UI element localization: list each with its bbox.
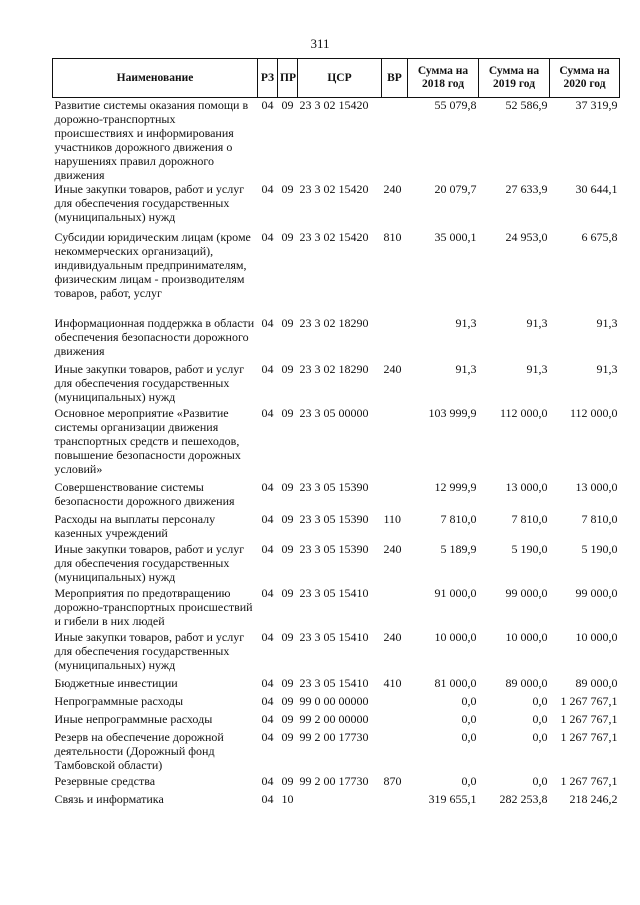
cell-pr: 09 xyxy=(281,230,294,244)
cell-pr: 09 xyxy=(281,406,294,420)
table-row xyxy=(53,98,620,183)
cell-vr: 870 xyxy=(383,774,402,788)
cell-name: Связь и информатика xyxy=(54,792,164,806)
cell-pr: 10 xyxy=(281,792,294,806)
cell-name: Мероприятия по предотвращению дорожно-транспортных происшествий и гибели в них людей xyxy=(54,586,253,628)
cell-vr xyxy=(382,792,408,810)
cell-sum-2020: 30 644,1 xyxy=(575,182,618,196)
cell-rz: 04 xyxy=(261,480,274,494)
cell-sum-2018: 91,3 xyxy=(455,316,477,330)
table-row xyxy=(53,406,620,480)
cell-csr: 23 3 05 15410 xyxy=(299,586,369,600)
cell-rz: 04 xyxy=(261,230,274,244)
cell-pr: 09 xyxy=(281,98,294,112)
cell-sum-2020: 7 810,0 xyxy=(581,512,618,526)
cell-sum-2018: 91 000,0 xyxy=(434,586,477,600)
cell-sum-2018: 0,0 xyxy=(461,774,477,788)
cell-name: Расходы на выплаты персоналу казенных учреждений xyxy=(54,512,216,540)
cell-name: Информационная поддержка в области обеспечения безопасности дорожного движения xyxy=(54,316,255,358)
table-row xyxy=(53,230,620,316)
cell-pr: 09 xyxy=(281,480,294,494)
cell-pr: 09 xyxy=(281,712,294,726)
cell-pr: 09 xyxy=(281,676,294,690)
cell-vr: 240 xyxy=(383,182,402,196)
cell-sum-2020: 6 675,8 xyxy=(581,230,618,244)
cell-csr: 99 0 00 00000 xyxy=(299,694,369,708)
cell-name: Иные непрограммные расходы xyxy=(54,712,213,726)
header-csr: ЦСР xyxy=(298,59,382,98)
cell-sum-2019: 0,0 xyxy=(532,712,548,726)
header-sum-2019: Сумма на 2019 год xyxy=(479,59,550,98)
table-row xyxy=(53,694,620,712)
cell-sum-2018: 20 079,7 xyxy=(434,182,477,196)
cell-vr xyxy=(382,406,408,480)
cell-sum-2019: 24 953,0 xyxy=(505,230,548,244)
cell-pr: 09 xyxy=(281,694,294,708)
cell-vr: 110 xyxy=(383,512,402,526)
cell-sum-2020: 112 000,0 xyxy=(569,406,618,420)
table-row xyxy=(53,182,620,230)
table-row xyxy=(53,774,620,792)
cell-rz: 04 xyxy=(261,712,274,726)
cell-name: Иные закупки товаров, работ и услуг для обеспечения государственных (муниципальных) нужд xyxy=(54,362,245,404)
cell-csr: 23 3 05 15390 xyxy=(299,512,369,526)
cell-name: Субсидии юридическим лицам (кроме некоммерческих организаций), индивидуальным предпринимателям, физическим лицам - производителям товаров, работ, услуг xyxy=(54,230,251,300)
header-pr: ПР xyxy=(278,59,298,98)
table-row xyxy=(53,586,620,630)
cell-pr: 09 xyxy=(281,362,294,376)
cell-rz: 04 xyxy=(261,98,274,112)
table-row xyxy=(53,676,620,694)
cell-sum-2018: 0,0 xyxy=(461,712,477,726)
cell-pr: 09 xyxy=(281,730,294,744)
cell-vr: 810 xyxy=(383,230,402,244)
cell-pr: 09 xyxy=(281,182,294,196)
header-sum-2018: Сумма на 2018 год xyxy=(408,59,479,98)
cell-rz: 04 xyxy=(261,630,274,644)
cell-sum-2018: 55 079,8 xyxy=(434,98,477,112)
cell-sum-2019: 52 586,9 xyxy=(505,98,548,112)
table-row xyxy=(53,512,620,542)
header-vr: ВР xyxy=(382,59,408,98)
table-row xyxy=(53,730,620,774)
cell-vr xyxy=(382,712,408,730)
cell-rz: 04 xyxy=(261,362,274,376)
cell-sum-2019: 27 633,9 xyxy=(505,182,548,196)
cell-csr: 23 3 05 15410 xyxy=(299,630,369,644)
cell-sum-2020: 91,3 xyxy=(596,316,618,330)
cell-sum-2020: 89 000,0 xyxy=(575,676,618,690)
cell-vr: 240 xyxy=(383,542,402,556)
budget-table xyxy=(52,58,620,810)
cell-rz: 04 xyxy=(261,542,274,556)
cell-pr: 09 xyxy=(281,630,294,644)
cell-sum-2019: 89 000,0 xyxy=(505,676,548,690)
cell-name: Иные закупки товаров, работ и услуг для обеспечения государственных (муниципальных) нужд xyxy=(54,630,245,672)
cell-sum-2019: 5 190,0 xyxy=(511,542,548,556)
table-row xyxy=(53,630,620,676)
cell-pr: 09 xyxy=(281,512,294,526)
cell-csr: 99 2 00 17730 xyxy=(299,774,369,788)
cell-rz: 04 xyxy=(261,676,274,690)
cell-sum-2020: 218 246,2 xyxy=(569,792,618,806)
cell-name: Иные закупки товаров, работ и услуг для обеспечения государственных (муниципальных) нужд xyxy=(54,542,245,584)
cell-sum-2018: 91,3 xyxy=(455,362,477,376)
cell-pr: 09 xyxy=(281,316,294,330)
cell-sum-2020: 37 319,9 xyxy=(575,98,618,112)
cell-name: Непрограммные расходы xyxy=(54,694,184,708)
cell-sum-2018: 12 999,9 xyxy=(434,480,477,494)
cell-rz: 04 xyxy=(261,694,274,708)
cell-sum-2018: 35 000,1 xyxy=(434,230,477,244)
header-row xyxy=(53,59,620,98)
header-sum-2020: Сумма на 2020 год xyxy=(550,59,620,98)
cell-sum-2020: 1 267 767,1 xyxy=(560,712,618,726)
cell-rz: 04 xyxy=(261,182,274,196)
cell-sum-2020: 99 000,0 xyxy=(575,586,618,600)
cell-vr xyxy=(382,694,408,712)
cell-vr: 240 xyxy=(383,362,402,376)
cell-sum-2018: 7 810,0 xyxy=(440,512,477,526)
cell-csr: 23 3 02 15420 xyxy=(299,182,369,196)
cell-rz: 04 xyxy=(261,586,274,600)
cell-rz: 04 xyxy=(261,792,274,806)
cell-sum-2020: 13 000,0 xyxy=(575,480,618,494)
cell-rz: 04 xyxy=(261,730,274,744)
cell-sum-2020: 10 000,0 xyxy=(575,630,618,644)
cell-sum-2020: 91,3 xyxy=(596,362,618,376)
cell-sum-2019: 91,3 xyxy=(526,362,548,376)
cell-rz: 04 xyxy=(261,316,274,330)
table-row xyxy=(53,362,620,406)
cell-vr xyxy=(382,586,408,630)
cell-sum-2019: 0,0 xyxy=(532,730,548,744)
page-number: 311 xyxy=(310,36,330,51)
cell-csr: 23 3 02 18290 xyxy=(299,316,369,330)
cell-sum-2018: 10 000,0 xyxy=(434,630,477,644)
cell-csr: 23 3 02 18290 xyxy=(299,362,369,376)
cell-csr: 23 3 02 15420 xyxy=(299,230,369,244)
cell-sum-2019: 99 000,0 xyxy=(505,586,548,600)
table-row xyxy=(53,792,620,810)
header-rz: РЗ xyxy=(258,59,278,98)
cell-sum-2019: 7 810,0 xyxy=(511,512,548,526)
cell-vr xyxy=(382,480,408,512)
cell-name: Развитие системы оказания помощи в дорожно-транспортных происшествиях и информирования участников дорожного движения о нарушениях правил дорожного движения xyxy=(54,98,249,182)
cell-rz: 04 xyxy=(261,406,274,420)
cell-vr xyxy=(382,98,408,183)
table-row xyxy=(53,542,620,586)
cell-sum-2018: 103 999,9 xyxy=(428,406,477,420)
cell-sum-2019: 282 253,8 xyxy=(499,792,548,806)
cell-csr xyxy=(298,792,382,810)
cell-vr xyxy=(382,316,408,362)
cell-rz: 04 xyxy=(261,774,274,788)
cell-csr: 23 3 05 15390 xyxy=(299,480,369,494)
cell-sum-2019: 13 000,0 xyxy=(505,480,548,494)
table-row xyxy=(53,480,620,512)
table-row xyxy=(53,712,620,730)
cell-pr: 09 xyxy=(281,542,294,556)
header-name: Наименование xyxy=(53,59,258,98)
cell-name: Резервные средства xyxy=(54,774,156,788)
cell-name: Основное мероприятие «Развитие системы организации движения транспортных средств и пешеходов, повышение безопасности дорожных условий» xyxy=(54,406,241,476)
cell-csr: 99 2 00 00000 xyxy=(299,712,369,726)
cell-csr: 23 3 05 15410 xyxy=(299,676,369,690)
cell-sum-2018: 5 189,9 xyxy=(440,542,477,556)
cell-vr: 240 xyxy=(383,630,402,644)
cell-sum-2018: 0,0 xyxy=(461,694,477,708)
cell-sum-2020: 1 267 767,1 xyxy=(560,730,618,744)
cell-csr: 23 3 02 15420 xyxy=(299,98,369,112)
cell-sum-2019: 0,0 xyxy=(532,774,548,788)
cell-name: Бюджетные инвестиции xyxy=(54,676,178,690)
table-row xyxy=(53,316,620,362)
cell-vr xyxy=(382,730,408,774)
cell-sum-2019: 91,3 xyxy=(526,316,548,330)
cell-pr: 09 xyxy=(281,774,294,788)
cell-sum-2019: 0,0 xyxy=(532,694,548,708)
cell-sum-2020: 1 267 767,1 xyxy=(560,774,618,788)
table-body xyxy=(53,98,620,811)
cell-sum-2018: 81 000,0 xyxy=(434,676,477,690)
cell-csr: 99 2 00 17730 xyxy=(299,730,369,744)
cell-sum-2020: 5 190,0 xyxy=(581,542,618,556)
cell-sum-2019: 112 000,0 xyxy=(499,406,548,420)
cell-vr: 410 xyxy=(383,676,402,690)
cell-rz: 04 xyxy=(261,512,274,526)
cell-name: Совершенствование системы безопасности дорожного движения xyxy=(54,480,235,508)
cell-name: Резерв на обеспечение дорожной деятельности (Дорожный фонд Тамбовской области) xyxy=(54,730,224,772)
cell-sum-2018: 0,0 xyxy=(461,730,477,744)
cell-sum-2019: 10 000,0 xyxy=(505,630,548,644)
cell-pr: 09 xyxy=(281,586,294,600)
cell-sum-2018: 319 655,1 xyxy=(428,792,477,806)
cell-name: Иные закупки товаров, работ и услуг для обеспечения государственных (муниципальных) нужд xyxy=(54,182,245,224)
cell-csr: 23 3 05 15390 xyxy=(299,542,369,556)
cell-sum-2020: 1 267 767,1 xyxy=(560,694,618,708)
cell-csr: 23 3 05 00000 xyxy=(299,406,369,420)
